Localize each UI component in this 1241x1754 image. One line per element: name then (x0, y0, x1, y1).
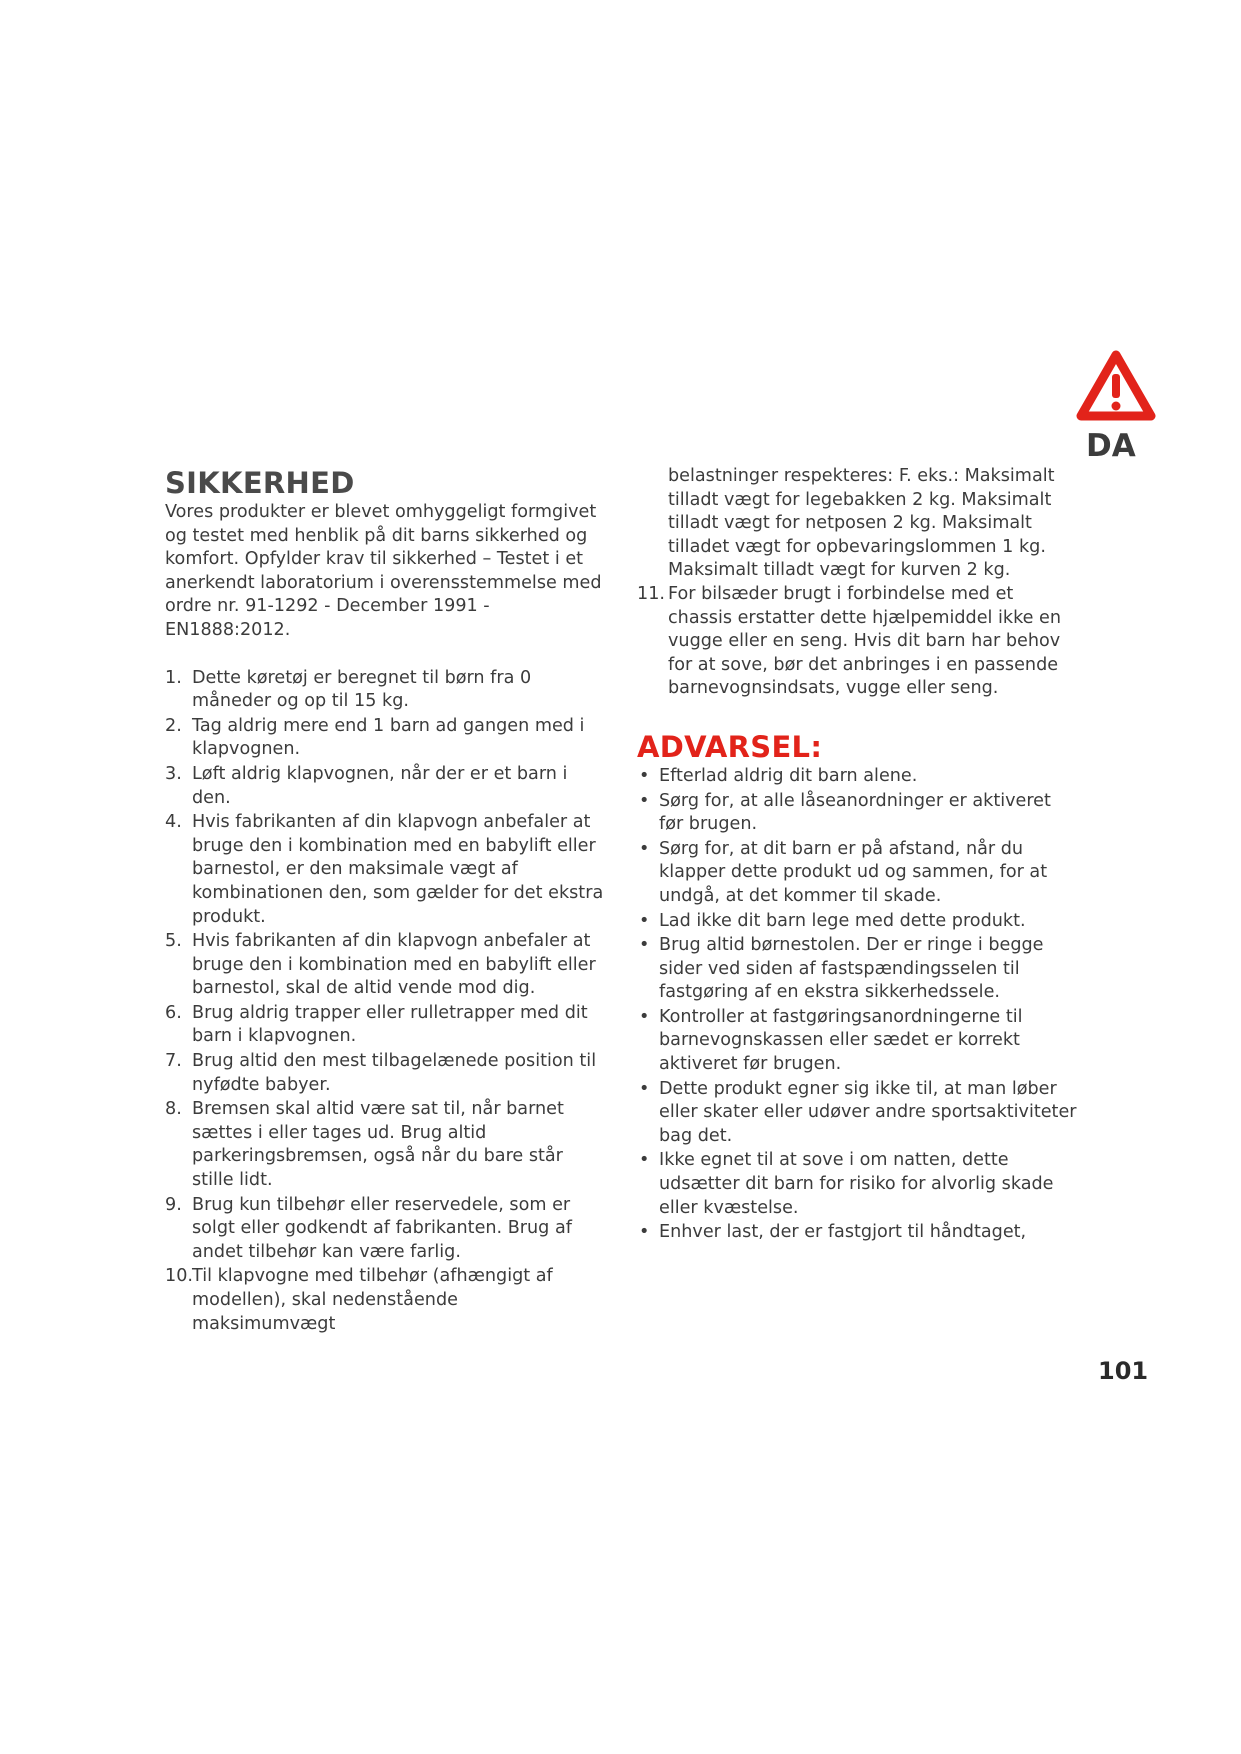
list-item: 7. Brug altid den mest tilbagelænede position til nyfødte babyer. (165, 1051, 597, 1095)
list-item: 3. Løft aldrig klapvognen, når der er et barn i den. (165, 763, 568, 808)
list-item: 6. Brug aldrig trapper eller rulletrapper med dit barn i klapvognen. (165, 1002, 588, 1047)
list-item: 10. Til klapvogne med tilbehør (afhængigt af modellen), skal nedenstående maksimumvægt (165, 1266, 553, 1334)
safety-list-continued (637, 465, 1077, 701)
list-item: • Sørg for, at alle låseanordninger er aktiveret før brugen. (639, 790, 1051, 835)
warning-triangle-icon (1076, 350, 1156, 422)
left-column (165, 465, 605, 1337)
safety-list (165, 667, 605, 1337)
list-item: • Kontroller at fastgøringsanordningerne til barnevognskassen eller sædet er korrekt aktiveret før brugen. (639, 1006, 1023, 1075)
language-code: DA (1086, 428, 1136, 464)
page-number: 101 (1098, 1357, 1149, 1385)
list-item: 9. Brug kun tilbehør eller reservedele, som er solgt eller godkendt af fabrikanten. Brug af andet tilbehør kan være farlig. (165, 1194, 572, 1262)
list-item: • Enhver last, der er fastgjort til håndtaget, (639, 1222, 1027, 1243)
section-title-advarsel: ADVARSEL: (637, 729, 823, 764)
warning-list (637, 765, 1077, 1245)
list-item: 4. Hvis fabrikanten af din klapvogn anbefaler at bruge den i kombination med en babylift eller barnestol, er den maksimale vægt af kombinationen den, som gælder for det ekstra produkt. (165, 812, 604, 927)
right-column (637, 465, 1077, 1246)
list-item: 8. Bremsen skal altid være sat til, når barnet sættes i eller tages ud. Brug altid parkeringsbremsen, også når du bare står stille lidt. (165, 1099, 564, 1191)
list-item: • Ikke egnet til at sove i om natten, dette udsætter dit barn for risiko for alvorlig skade eller kvæstelse. (639, 1150, 1054, 1218)
list-item: • Sørg for, at dit barn er på afstand, når du klapper dette produkt ud og sammen, for at undgå, at det kommer til skade. (639, 838, 1048, 906)
list-item: 5. Hvis fabrikanten af din klapvogn anbefaler at bruge den i kombination med en babylift eller barnestol, skal de altid vende mod dig. (165, 931, 596, 999)
list-item-continuation: belastninger respekteres: F. eks.: Maksimalt tilladt vægt for legebakken 2 kg. Maksimalt tilladt vægt for netposen 2 kg. Maksimalt tilladet vægt for opbevaringslommen 1 kg. Maksimalt tilladt vægt for kurven 2 kg. (668, 466, 1055, 581)
intro-paragraph: Vores produkter er blevet omhyggeligt formgivet og testet med henblik på dit barns sikkerhed og komfort. Opfylder krav til sikkerhed – Testet i et anerkendt laboratorium i overensstemmelse med ordre nr. 91-1292 - December 1991 - EN1888:2012. (165, 502, 602, 640)
list-item: 1. Dette køretøj er beregnet til børn fra 0 måneder og op til 15 kg. (165, 667, 532, 712)
list-item: 11. For bilsæder brugt i forbindelse med et chassis erstatter dette hjælpemiddel ikke en vugge eller en seng. Hvis dit barn har behov for at sove, bør det anbringes i en passende barnevognsindsats, vugge eller seng. (637, 583, 1062, 699)
section-title-sikkerhed: SIKKERHED (165, 466, 355, 500)
list-item: 2. Tag aldrig mere end 1 barn ad gangen med i klapvognen. (165, 715, 585, 760)
list-item: • Efterlad aldrig dit barn alene. (639, 765, 918, 786)
list-item: • Dette produkt egner sig ikke til, at man løber eller skater eller udøver andre sportsaktiviteter bag det. (639, 1078, 1077, 1146)
list-item: • Brug altid børnestolen. Der er ringe i begge sider ved siden af fastspændingsselen til fastgøring af en ekstra sikkerhedssele. (639, 935, 1044, 1003)
list-item: • Lad ikke dit barn lege med dette produkt. (639, 910, 1026, 931)
